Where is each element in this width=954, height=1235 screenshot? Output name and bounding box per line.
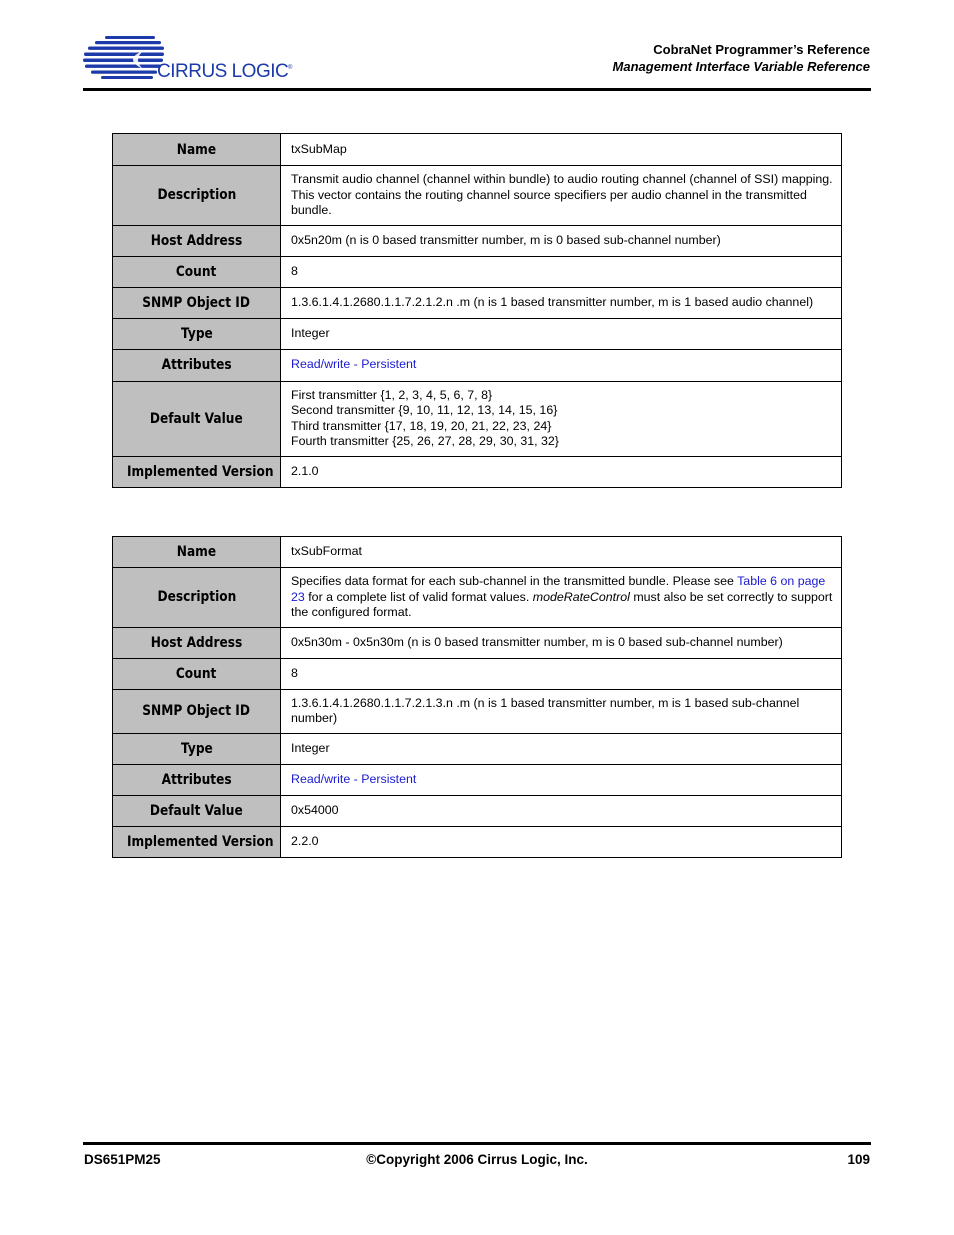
row-key: Name	[176, 544, 217, 560]
table-row	[113, 256, 842, 287]
description-text: Specifies data format for each sub-channel in the transmitted bundle. Please see	[291, 574, 738, 588]
table-row	[113, 349, 842, 381]
row-key: Type	[180, 740, 213, 757]
default-value-line: First transmitter {1, 2, 3, 4, 5, 6, 7, 8}	[291, 387, 493, 402]
variable-table-txsubformat	[112, 536, 842, 858]
row-key: Default Value	[150, 410, 243, 427]
table-row	[113, 287, 842, 318]
row-key: Description	[157, 187, 236, 204]
row-value	[281, 568, 842, 628]
default-value-line: Second transmitter {9, 10, 11, 12, 13, 14, 15, 16}	[291, 403, 558, 417]
row-value: txSubMap	[281, 134, 842, 166]
table-reference-link[interactable]: Table 6 on page 23	[291, 574, 826, 604]
description-text: must also be set correctly to support the configured format.	[291, 589, 833, 619]
table-row	[113, 318, 842, 349]
row-value: Transmit audio channel (channel within bundle) to audio routing channel (channel of SSI) mapping. This vector contains the routing channel source specifiers per audio channel in the transmitted bundle.	[281, 166, 842, 226]
table-row	[113, 568, 842, 628]
table-row	[113, 381, 842, 456]
document-section-title: Management Interface Variable Reference	[612, 59, 870, 74]
row-value: 0x54000	[281, 795, 842, 826]
document-id: DS651PM25	[84, 1152, 161, 1167]
table-row	[113, 225, 842, 256]
table-row	[113, 134, 842, 166]
table-row	[113, 733, 842, 764]
copyright-notice: ©Copyright 2006 Cirrus Logic, Inc.	[366, 1152, 588, 1167]
row-value: 2.1.0	[281, 456, 842, 487]
attributes-link[interactable]: Read/write - Persistent	[281, 349, 842, 381]
row-key: Host Address	[150, 232, 243, 249]
variable-reference: modeRateControl	[532, 589, 630, 604]
row-value	[281, 381, 842, 456]
header-rule	[83, 88, 871, 91]
row-value: Integer	[281, 733, 842, 764]
row-value: 8	[281, 256, 842, 287]
row-key: Name	[176, 141, 217, 158]
row-key: Implemented Version	[126, 463, 274, 480]
row-value: 1.3.6.1.4.1.2680.1.1.7.2.1.2.n .m (n is 1 based transmitter number, m is 1 based audio channel)	[281, 287, 842, 318]
row-key: SNMP Object ID	[142, 294, 251, 311]
row-value: Integer	[281, 318, 842, 349]
description-text: for a complete list of valid format values.	[304, 589, 533, 604]
svg-text:®: ®	[288, 65, 293, 71]
attributes-link[interactable]: Read/write - Persistent	[281, 764, 842, 795]
row-key: Attributes	[161, 357, 232, 373]
table-row	[113, 627, 842, 658]
cirrus-logic-logo	[83, 33, 298, 83]
logo-wordmark: CIRRUS LOGIC	[157, 61, 289, 82]
table-row	[113, 764, 842, 795]
row-key: Count	[176, 263, 217, 280]
table-row	[113, 658, 842, 689]
table-row	[113, 795, 842, 826]
row-value: 0x5n20m (n is 0 based transmitter number, m is 0 based sub-channel number)	[281, 225, 842, 256]
row-key: Host Address	[150, 634, 243, 651]
table-row	[113, 537, 842, 568]
row-value: 2.2.0	[281, 826, 842, 857]
table-row	[113, 456, 842, 487]
row-key: Default Value	[150, 802, 243, 819]
row-key: Type	[180, 325, 213, 342]
table-row	[113, 166, 842, 226]
row-key: Implemented Version	[126, 833, 274, 850]
table-row	[113, 826, 842, 857]
document-title: CobraNet Programmer’s Reference	[653, 42, 870, 57]
row-key: Description	[157, 589, 236, 606]
row-key: SNMP Object ID	[142, 703, 251, 719]
row-key: Attributes	[161, 771, 232, 788]
footer-rule	[83, 1142, 871, 1145]
row-value: 0x5n30m - 0x5n30m (n is 0 based transmitter number, m is 0 based sub-channel number)	[281, 627, 842, 658]
page-number: 109	[847, 1152, 870, 1167]
row-value: 8	[281, 658, 842, 689]
default-value-line: Third transmitter {17, 18, 19, 20, 21, 22, 23, 24}	[291, 418, 552, 433]
row-value: txSubFormat	[281, 537, 842, 568]
row-key: Count	[176, 665, 217, 682]
document-header	[613, 41, 870, 75]
table-row	[113, 689, 842, 733]
variable-table-txsubmap	[112, 133, 842, 488]
default-value-line: Fourth transmitter {25, 26, 27, 28, 29, 30, 31, 32}	[291, 434, 559, 448]
row-value: 1.3.6.1.4.1.2680.1.1.7.2.1.3.n .m (n is 1 based transmitter number, m is 1 based sub-channel number)	[281, 689, 842, 733]
